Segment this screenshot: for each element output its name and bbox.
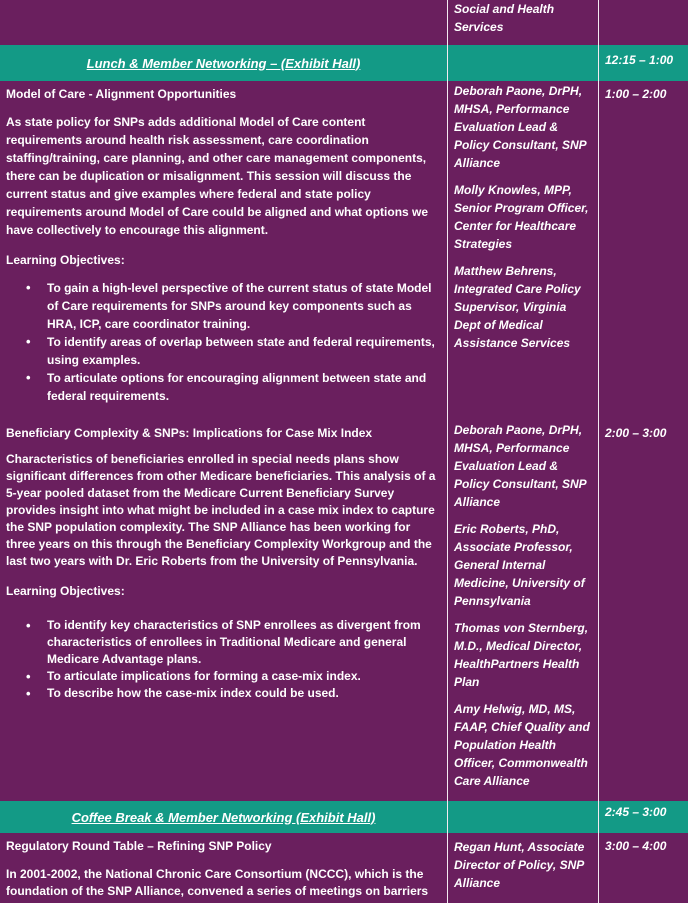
objective-item: • To identify areas of overlap between state and federal requirements, using examples. <box>47 333 439 369</box>
session-row-beneficiary-complexity <box>0 420 688 802</box>
session-time: 12:15 – 1:00 <box>605 53 674 67</box>
objective-item: • To identify key characteristics of SNP enrollees as divergent from characteristics of enrollees in Traditional Medicare and general Medicare Advantage plans. <box>47 617 439 668</box>
session-cell <box>0 420 447 801</box>
speaker-name: Thomas von Sternberg, M.D., Medical Director, HealthPartners Health Plan <box>454 621 589 689</box>
session-row-regulatory <box>0 833 688 915</box>
speaker-name: Matthew Behrens, Integrated Care Policy Supervisor, Virginia Dept of Medical Assistance Services <box>454 264 581 350</box>
time-cell <box>598 420 688 801</box>
session-time: 1:00 – 2:00 <box>605 87 667 101</box>
objectives-list <box>0 617 447 702</box>
speaker-name: Molly Knowles, MPP, Senior Program Officer, Center for Healthcare Strategies <box>454 183 589 251</box>
session-title: Regulatory Round Table – Refining SNP Policy <box>6 839 272 853</box>
break-title: Coffee Break & Member Networking (Exhibit Hall) <box>71 809 376 825</box>
session-title: Beneficiary Complexity & SNPs: Implications for Case Mix Index <box>6 426 373 440</box>
break-title: Lunch & Member Networking – (Exhibit Hall) <box>86 55 361 71</box>
objective-item: • To articulate options for encouraging alignment between state and federal requirements. <box>47 369 439 405</box>
session-description: In 2001-2002, the National Chronic Care Consortium (NCCC), which is the foundation of the SNP Alliance, convened a series of meetings on barriers to <box>6 867 429 915</box>
learning-objectives-label: Learning Objectives: <box>6 584 125 598</box>
session-description: Characteristics of beneficiaries enrolled in special needs plans show significant differences from other Medicare beneficiaries. This analysis of a 5-year pooled dataset from the Medicare Current Beneficiary Survey provides insight into what might be included in a case mix index to capture the SNP population complexity. The SNP Alliance has been working for three years on this through the Beneficiary Complexity Workgroup and the last two years with Dr. Eric Roberts from the University of Pennsylvania. <box>6 452 436 568</box>
speaker-name: Deborah Paone, DrPH, MHSA, Performance Evaluation Lead & Policy Consultant, SNP Alliance <box>454 423 587 509</box>
speaker-name: Eric Roberts, PhD, Associate Professor, General Internal Medicine, University of Pennsylvania <box>454 522 585 608</box>
session-time: 2:00 – 3:00 <box>605 426 667 440</box>
time-cell <box>598 0 688 45</box>
speaker-name: Regan Hunt, Associate Director of Policy, SNP Alliance <box>454 840 585 890</box>
speaker-name: Deborah Paone, DrPH, MHSA, Performance Evaluation Lead & Policy Consultant, SNP Alliance <box>454 84 587 170</box>
speaker-cell <box>447 833 598 903</box>
break-row-coffee <box>0 801 688 834</box>
break-title-cell <box>0 801 447 833</box>
speaker-cell <box>447 420 598 801</box>
session-title: Model of Care - Alignment Opportunities <box>6 87 237 101</box>
break-empty-cell <box>447 45 598 81</box>
session-cell <box>0 81 447 420</box>
session-row-previous <box>0 0 688 46</box>
learning-objectives-label: Learning Objectives: <box>6 253 125 267</box>
time-cell <box>598 45 688 81</box>
break-row-lunch <box>0 45 688 82</box>
speaker-cell <box>447 0 598 45</box>
speaker-name: Amy Helwig, MD, MS, FAAP, Chief Quality and Population Health Officer, Commonwealth Care Alliance <box>454 702 590 788</box>
time-cell <box>598 801 688 833</box>
speaker-name: Social and Health Services <box>454 2 555 34</box>
break-title-cell <box>0 45 447 81</box>
session-row-model-of-care <box>0 81 688 421</box>
session-time: 2:45 – 3:00 <box>605 805 667 819</box>
time-cell <box>598 81 688 420</box>
session-cell <box>0 833 447 915</box>
session-time: 3:00 – 4:00 <box>605 839 667 853</box>
session-description: As state policy for SNPs adds additional Model of Care content requirements around health risk assessment, care coordination staffing/training, care planning, and other care management components, there can be duplication or misalignment. This session will discuss the current status and give examples where federal and state policy requirements around Model of Care could be aligned and what options we have collectively to encourage this alignment. <box>6 115 429 237</box>
session-cell <box>0 0 447 45</box>
time-cell <box>598 833 688 903</box>
break-empty-cell <box>447 801 598 833</box>
objective-item: • To describe how the case-mix index could be used. <box>47 685 439 702</box>
objective-item: • To gain a high-level perspective of the current status of state Model of Care requirements for SNPs around key components such as HRA, ICP, care coordinator training. <box>47 279 439 333</box>
speaker-cell <box>447 81 598 420</box>
objectives-list <box>0 279 447 405</box>
objective-item: • To articulate implications for forming a case-mix index. <box>47 668 439 685</box>
